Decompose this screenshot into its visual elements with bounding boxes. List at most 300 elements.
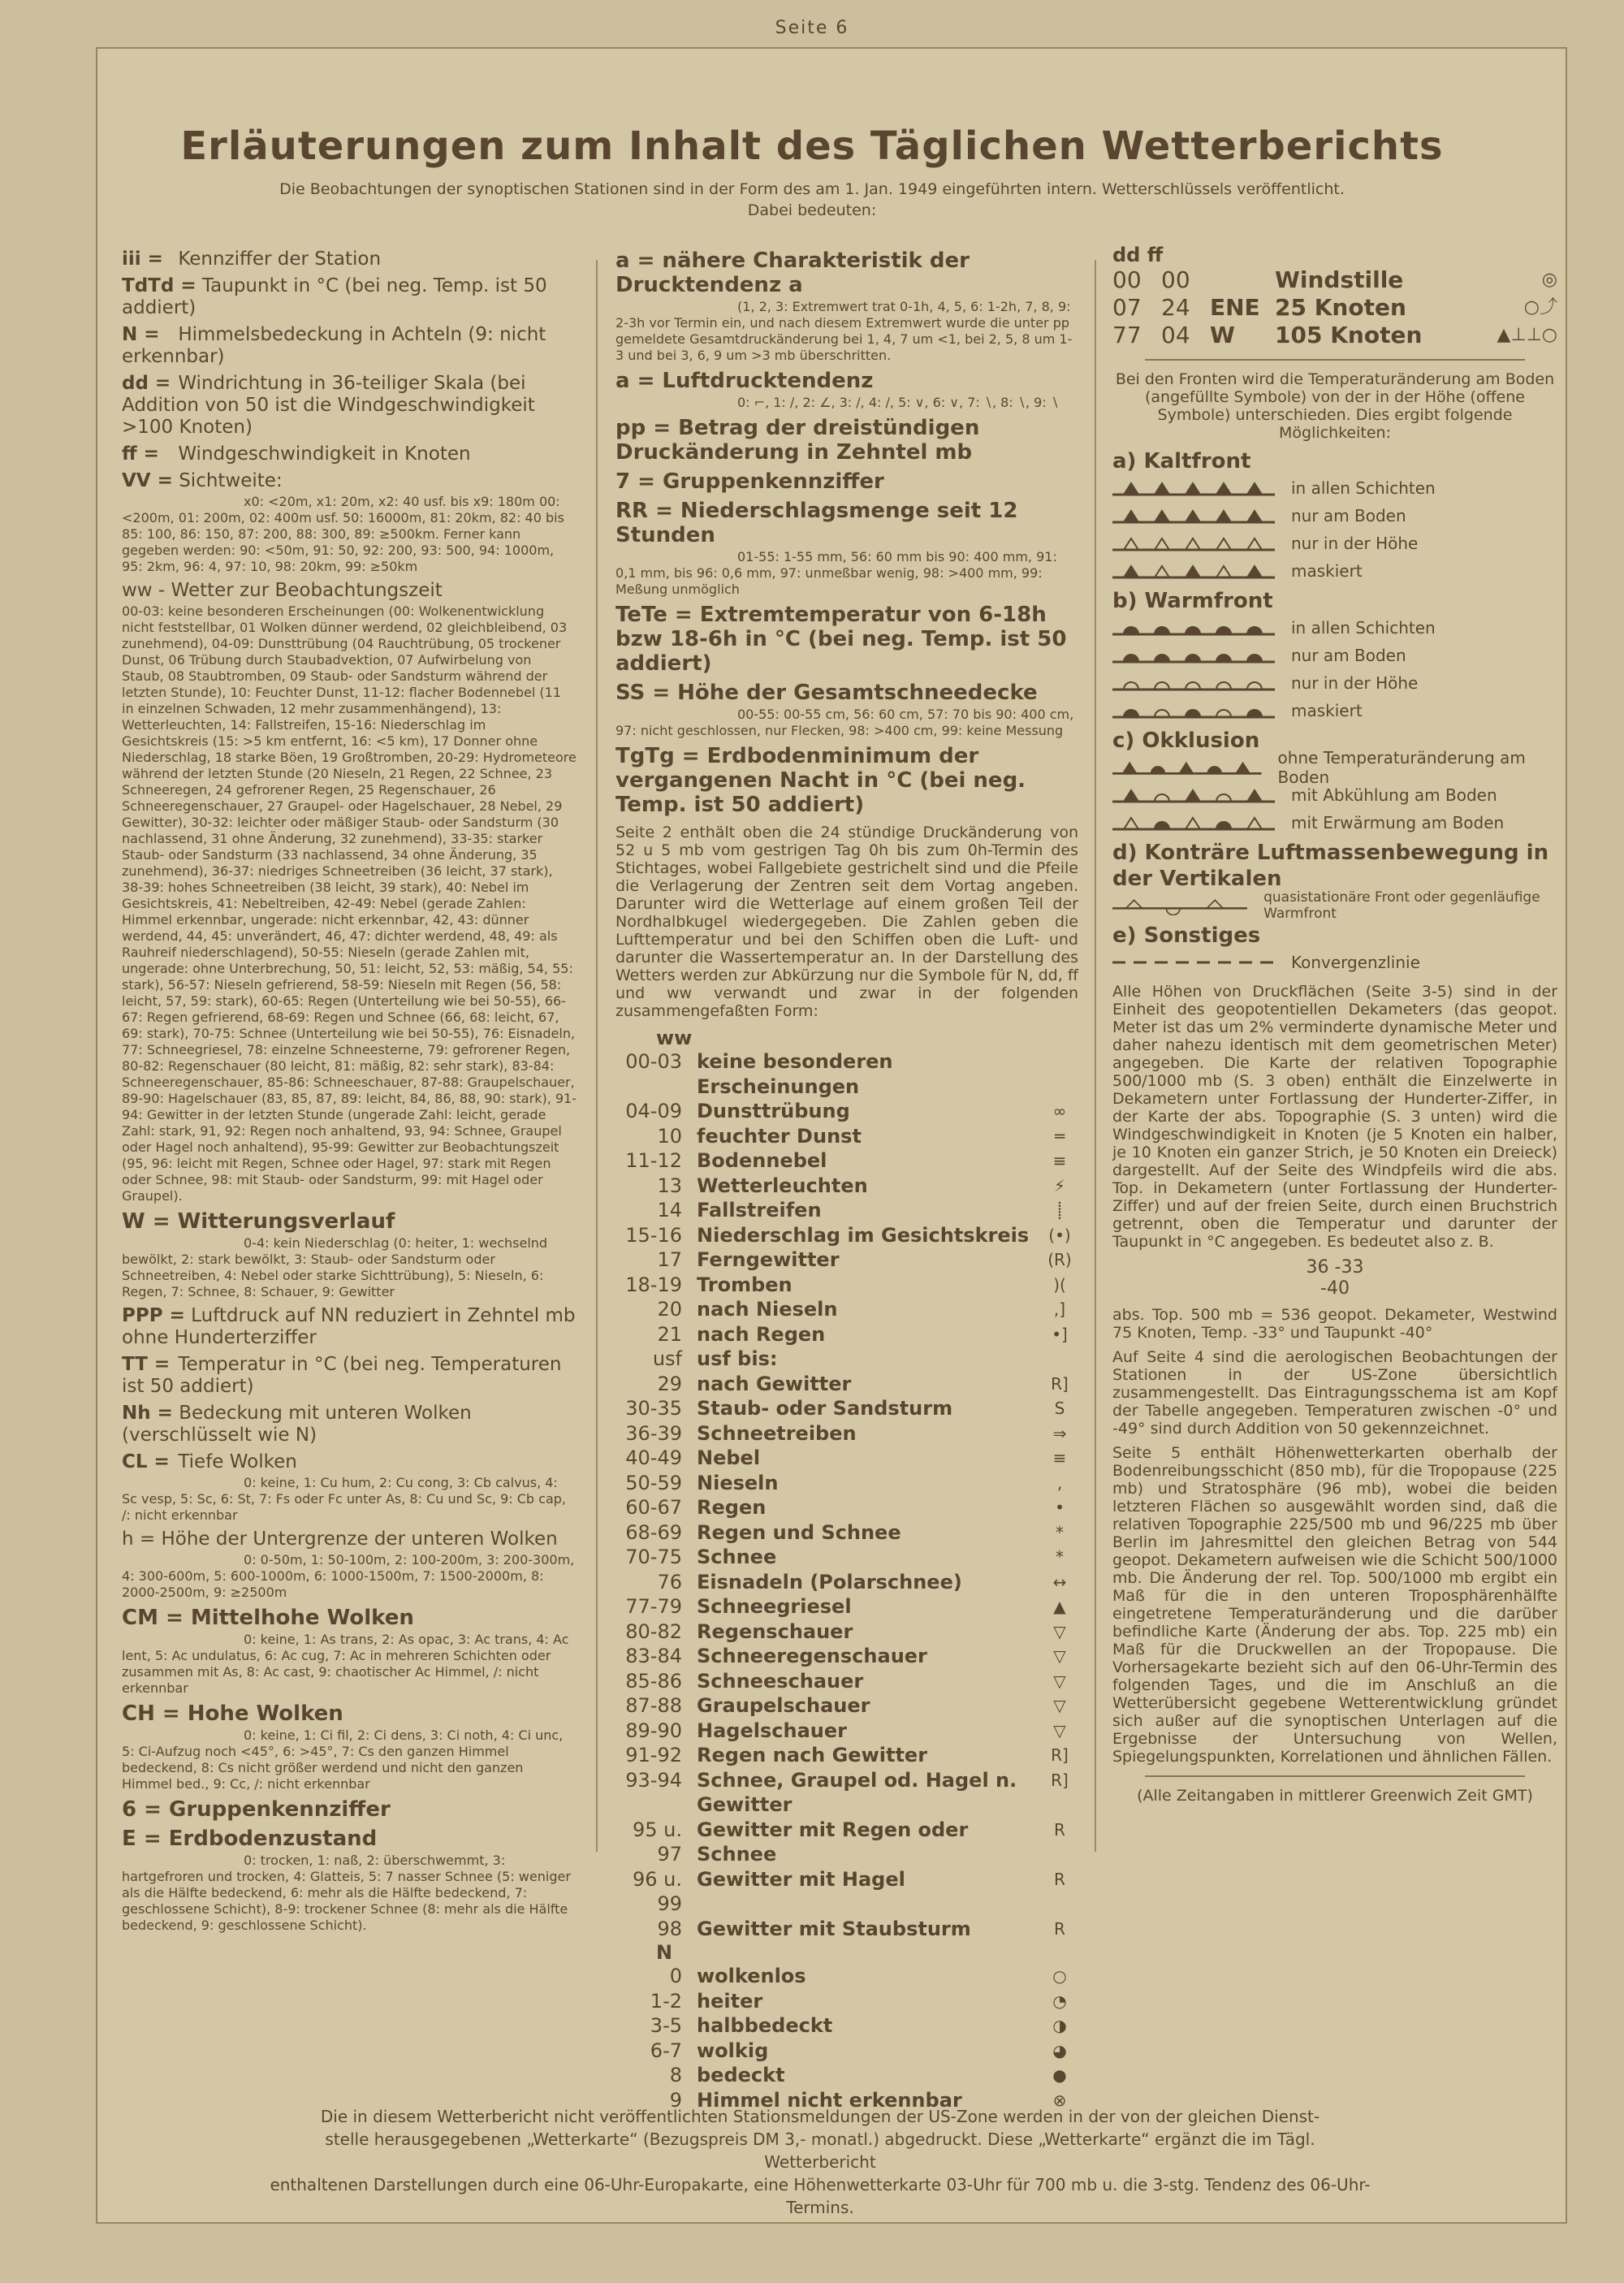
tendency-detail: 0: ⌐, 1: ∕, 2: ∠, 3: ∕, 4: ∕, 5: ∨, 6: ∨, 7: ∖, 8: ∖, 9: ∖ (737, 395, 1060, 410)
weather-symbol-icon: ⸽ (1057, 1200, 1062, 1220)
warm-front-symbol (1112, 646, 1275, 665)
row-text: Gewitter mit Regen oder Schnee (697, 1818, 969, 1866)
seite-4-text: Auf Seite 4 sind die aerologischen Beobachtungen der Stationen in der US-Zone übersichtlich zusammengestellt. Das Eintragungsschema ist am Kopf der Tabelle angegeben. Temperaturen zwischen -0° und -49° sind durch Addition von 50 gekennzeichnet. (1112, 1348, 1557, 1438)
table-row (615, 1347, 1078, 1372)
row-text: Regen nach Gewitter (697, 1744, 928, 1766)
row-text: Himmel nicht erkennbar (697, 2088, 962, 2112)
column-divider (1095, 260, 1096, 1852)
weather-symbol-icon: , (1056, 1472, 1063, 1493)
row-text: Niederschlag im Gesichtskreis (697, 1223, 1030, 1247)
te-title: TeTe = Extremtemperatur von 6-18h bzw 18-6h in °C (bei neg. Temp. ist 50 addiert) (615, 603, 1067, 676)
example-top: 36 -33 (1306, 1257, 1364, 1278)
front-row (1112, 502, 1557, 530)
cold-front-symbol (1112, 534, 1275, 553)
weather-symbol-icon: ▽ (1053, 1671, 1066, 1691)
definition-code: Nh = (122, 1403, 173, 1424)
wind-table (1112, 266, 1557, 349)
row-text: Wetterleuchten (697, 1174, 868, 1197)
definition-code: TdTd = (122, 275, 197, 296)
definition-row (122, 1451, 577, 1473)
front-label: mit Abkühlung am Boden (1291, 785, 1497, 805)
definition-code: iii = (122, 249, 163, 270)
n-table-header: N (656, 1941, 673, 1964)
n-table (615, 1964, 1078, 2112)
front-row (1112, 642, 1557, 669)
front-label: maskiert (1291, 561, 1363, 581)
row-text: Gewitter mit Staubsturm (697, 1917, 971, 1940)
e-title: e) Sonstiges (1112, 923, 1261, 948)
front-row (1112, 530, 1557, 557)
page-number: Seite 6 (775, 18, 849, 38)
row-code: 8 (669, 2064, 682, 2086)
wind-direction: W (1210, 322, 1235, 348)
row-text: Schneeregenschauer (697, 1645, 927, 1667)
weather-symbol-icon: ↔ (1052, 1572, 1067, 1592)
row-code: 93-94 (625, 1768, 682, 1792)
table-row (615, 1322, 1078, 1347)
front-row (1112, 781, 1557, 809)
wind-direction (1210, 266, 1275, 294)
table-row (615, 2039, 1078, 2064)
table-row (615, 1372, 1078, 1397)
weather-symbol-icon: * (1056, 1547, 1064, 1567)
quasistationary-front-symbol (1112, 896, 1247, 915)
table-row (615, 1099, 1078, 1124)
pp-title: pp = Betrag der dreistündigen Druckänderung in Zehntel mb (615, 416, 980, 465)
kaltfront-title: a) Kaltfront (1112, 449, 1251, 473)
table-row (615, 1570, 1078, 1595)
weather-symbol-icon: ≡ (1052, 1448, 1067, 1468)
definition-text: Temperatur in °C (bei neg. Temperaturen ist 50 addiert) (122, 1354, 562, 1397)
row-code: 98 (657, 1917, 682, 1940)
table-row (615, 1471, 1078, 1496)
h-title: h = Höhe der Untergrenze der unteren Wolken (122, 1528, 558, 1550)
table-row (615, 1867, 1078, 1917)
weather-symbol-icon: R (1054, 1918, 1065, 1939)
tg-title: TgTg = Erdbodenminimum der vergangenen Nacht in °C (bei neg. Temp. ist 50 addiert) (615, 744, 1026, 817)
row-code: 20 (657, 1298, 682, 1321)
wind-symbol-icon: ○⤴ (1523, 297, 1557, 318)
definition-code: N = (122, 324, 160, 345)
warmfront-list (1112, 614, 1557, 724)
column-1 (122, 244, 577, 1939)
column-divider (596, 260, 598, 1852)
table-row (615, 1297, 1078, 1322)
example-symbol (1112, 1257, 1557, 1299)
weather-symbol-icon: ○ (1052, 1966, 1067, 1986)
row-text: Schneetreiben (697, 1421, 857, 1445)
weather-symbol-icon: ▽ (1053, 1621, 1066, 1641)
weather-symbol-icon: )( (1053, 1274, 1066, 1295)
definition-text: Taupunkt in °C (bei neg. Temp. ist 50 addiert) (122, 275, 547, 318)
table-row (615, 1148, 1078, 1174)
row-text: keine besonderen Erscheinungen (697, 1050, 893, 1098)
wind-dd: 07 (1112, 294, 1142, 321)
definition-row (122, 1403, 577, 1446)
w-title: W = Witterungsverlauf (122, 1209, 395, 1234)
warmfront-title: b) Warmfront (1112, 589, 1273, 613)
wind-row (1112, 322, 1557, 349)
cm-title: CM = Mittelhohe Wolken (122, 1606, 414, 1630)
w-detail: 0-4: kein Niederschlag (0: heiter, 1: wechselnd bewölkt, 2: stark bewölkt, 3: Staub- oder Sandsturm oder Schneetreiben, 4: Nebel oder starke Sichttrübung), 5: Nieseln, 6: Regen, 7: Schnee, 8: Schauer, 9: Gewitter (122, 1235, 548, 1299)
ww-table (615, 1049, 1078, 1941)
row-code: 21 (657, 1322, 682, 1346)
table-row (615, 1124, 1078, 1149)
front-row (1112, 809, 1557, 837)
row-text: Schnee (697, 1546, 777, 1568)
row-code: 40-49 (625, 1446, 682, 1469)
row-text: nach Nieseln (697, 1298, 838, 1321)
weather-symbol-icon: ⇒ (1052, 1423, 1067, 1443)
row-code: 10 (657, 1124, 682, 1148)
intro-line: Die Beobachtungen der synoptischen Stationen sind in der Form des am 1. Jan. 1949 eingeführten intern. Wetterschlüssels veröffentlicht. (279, 180, 1345, 198)
okklusion-list (1112, 748, 1557, 837)
row-text: feuchter Dunst (697, 1124, 862, 1148)
tendency-title: a = Luftdrucktendenz (615, 369, 874, 393)
row-text: Gewitter mit Hagel (697, 1867, 905, 1891)
row-text: heiter (697, 1989, 763, 2013)
row-code: 95 u. 97 (632, 1818, 682, 1866)
row-code: 68-69 (625, 1520, 682, 1544)
weather-symbol-icon: (•) (1048, 1225, 1071, 1245)
seite-2-text: Seite 2 enthält oben die 24 stündige Druckänderung von 52 u 5 mb vom gestrigen Tag 0h bis zum 0h-Termin des Stichtages, wobei Fallgebiete gestrichelt sind und die Pfeile die Verlagerung der Zentren seit dem Vortag angeben. Darunter wird die Wetterlage auf einem großen Teil der Nordhalbkugel wiedergegeben. Die Zahlen geben die Lufttemperatur und bei den Schiffen oben die Luft- und darunter die Wassertemperatur an. In der Darstellung des Wetters werden zur Abkürzung nur die Symbole für N, dd, ff und ww verwandt und zwar in der folgenden zusammengefaßten Form: (615, 824, 1078, 1020)
weather-symbol-icon: R (1054, 1869, 1065, 1889)
intro (130, 179, 1494, 221)
row-code: 50-59 (625, 1471, 682, 1494)
weather-symbol-icon: ⊗ (1052, 2090, 1067, 2110)
row-text: Bodennebel (697, 1149, 827, 1172)
warm-front-symbol (1112, 701, 1275, 720)
definition-code: ff = (122, 443, 159, 465)
row-code: 15-16 (625, 1223, 682, 1247)
ss-detail: 00-55: 00-55 cm, 56: 60 cm, 57: 70 bis 90: 400 cm, 97: nicht geschlossen, nur Flecken, 98: >400 cm, 99: keine Messung (615, 707, 1074, 738)
row-text: Dunsttrübung (697, 1100, 850, 1122)
front-label: nur am Boden (1291, 646, 1406, 665)
ww-table-header: ww (656, 1027, 693, 1049)
row-text: bedeckt (697, 2064, 785, 2086)
e-title: E = Erdbodenzustand (122, 1827, 378, 1851)
table-row (615, 1719, 1078, 1744)
row-code: usf (652, 1347, 682, 1370)
warm-front-symbol (1112, 673, 1275, 693)
divider (1145, 359, 1525, 361)
wind-table-header: dd ff (1112, 244, 1164, 266)
weather-symbol-icon (1041, 1049, 1078, 1099)
wind-row (1112, 266, 1557, 294)
table-row (615, 1917, 1078, 1942)
cold-front-symbol (1112, 561, 1275, 581)
table-row (615, 1174, 1078, 1199)
wind-ff: 04 (1161, 322, 1190, 348)
definition-code: VV = (122, 470, 173, 491)
definitions-list-2 (122, 1305, 577, 1473)
row-text: wolkenlos (697, 1965, 806, 1987)
wind-text: 25 Knoten (1275, 294, 1406, 321)
divider (1145, 1775, 1525, 1777)
wind-ff: 24 (1161, 294, 1190, 321)
kaltfront-list (1112, 474, 1557, 585)
definition-text: Sichtweite: (179, 470, 283, 491)
weather-symbol-icon: * (1056, 1522, 1064, 1542)
table-row (615, 1520, 1078, 1546)
ww-title: ww - Wetter zur Beobachtungszeit (122, 580, 443, 601)
weather-symbol-icon: R] (1051, 1770, 1069, 1790)
occl-front-symbol (1112, 785, 1275, 805)
table-row (615, 1743, 1078, 1768)
table-row (615, 1818, 1078, 1867)
front-row (1112, 748, 1557, 787)
fronts-intro: Bei den Fronten wird die Temperaturänderung am Boden (angefüllte Symbole) von der in der Höhe (offene Symbole) unterschieden. Dies ergibt folgende Möglichkeiten: (1115, 370, 1555, 442)
seite-5-text: Seite 5 enthält Höhenwetterkarten oberhalb der Bodenreibungsschicht (850 mb), für die Tropopause (225 mb) und Stratosphäre (96 mb), wobei die beiden letzteren Flächen so ausgewählt worden sind, daß die relativen Topographie 225/500 mb und 96/225 mb über Berlin im Jahresmittel den gleichen Betrag von 544 geopot. Dekametern aufweisen wie die Schicht 500/1000 mb. Die Änderung der rel. Top. 500/1000 mb ergibt ein Maß für die in den unteren Troposphärenhälfte eingetretene Temperaturänderung und die darüber befindliche Karte (Änderung der abs. Top. 225 mb) ein Maß für die Druckwellen an der Tropopause. Die Vorhersagekarte bezieht sich auf den 06-Uhr-Termin des folgenden Tages, und die im Anschluß an die Wetterübersicht gegebene Wetterentwicklung gründet sich außer auf die synoptischen Unterlagen auf die Ergebnisse der Untersuchung von Wellen, Spiegelungspunkten, Korrelationen und ähnlichen Fällen. (1112, 1444, 1557, 1766)
row-text: Schneegriesel (697, 1595, 852, 1618)
row-text: Regen (697, 1496, 767, 1519)
cold-front-symbol (1112, 506, 1275, 525)
column-2 (615, 244, 1078, 2112)
front-row (1112, 557, 1557, 585)
row-code: 14 (657, 1199, 682, 1221)
row-code: 91-92 (625, 1744, 682, 1766)
row-code: 60-67 (625, 1496, 682, 1519)
definitions-list (122, 249, 577, 492)
front-label: Konvergenzlinie (1291, 953, 1420, 972)
table-row (615, 1421, 1078, 1446)
definition-code: CL = (122, 1451, 170, 1472)
wind-text: Windstille (1275, 266, 1404, 293)
ss-title: SS = Höhe der Gesamtschneedecke (615, 681, 1038, 705)
front-row (1112, 949, 1557, 976)
e-detail: 0: trocken, 1: naß, 2: überschwemmt, 3: hartgefroren und trocken, 4: Glatteis, 5: 7 nasser Schnee (5: weniger als die Hälfte bedeckend, 6: mehr als die Hälfte bedeckend, 7: geschlossene Schicht), 8-9: trockener Schnee (8: mehr als die Hälfte bedeckend, 9: geschlossene Schicht). (122, 1853, 571, 1933)
wind-symbol-icon: ◎ (1541, 270, 1557, 290)
front-row (1112, 669, 1557, 697)
table-row (615, 2013, 1078, 2039)
definition-row (122, 373, 577, 439)
table-row (615, 1669, 1078, 1694)
row-code: 0 (669, 1965, 682, 1987)
row-code: 13 (657, 1174, 682, 1197)
row-code: 18-19 (625, 1273, 682, 1296)
front-label: nur am Boden (1291, 506, 1406, 525)
weather-symbol-icon: ⚡ (1053, 1175, 1066, 1196)
definition-row (122, 324, 577, 368)
wind-direction: ENE (1210, 294, 1260, 321)
wind-text: 105 Knoten (1275, 322, 1423, 348)
ww-detail: 00-03: keine besonderen Erscheinungen (00: Wolkenentwicklung nicht feststellbar, 01 Wolken dünner werdend, 02 gleichbleibend, 03 zunehmend), 04-09: Dunsttrübung (04 Rauchtrübung, 05 trockener Dunst, 06 Trübung durch Staubadvektion, 07 Aufwirbelung von Staub, 08 Staubtromben, 09 Staub- oder Sandsturm während der letzten Stunde), 10: Feuchter Dunst, 11-12: flacher Bodennebel (11 in einzelnen Schwaden, 12 mehr zusammenhängend), 13: Wetterleuchten, 14: Fallstreifen, 15-16: Niederschlag im Gesichtskreis (15: >5 km entfernt, 16: <5 km), 17 Donner ohne Niederschlag, 18 starke Böen, 19 Großtromben, 20-29: Hydrometeore während der letzten Stunde (20 Nieseln, 21 Regen, 22 Schnee, 23 Schneeregen, 24 gefrorener Regen, 25 Regenschauer, 26 Schneeregenschauer, 27 Graupel- oder Hagelschauer, 28 Nebel, 29 Gewitter), 30-32: leichter oder mäßiger Staub- oder Sandsturm (30 nachlassend, 31 ohne Änderung, 32 zunehmend), 33-35: starker Staub- oder Sandsturm (33 nachlassend, 34 ohne Änderung, 35 zunehmend), 36-37: niedriges Schneetreiben (36 leicht, 37 stark), 38-39: hohes Schneetreiben (38 leicht, 39 stark), 40: Nebel im Gesichtskreis, 41: Nebeltreiben, 42-49: Nebel (gerade Zahlen: Himmel erkennbar, ungerade: nicht erkennbar, 42, 43: dünner werdend, 44, 45: unverändert, 46, 47: dichter werdend, 48, 49: als Rauhreif niederschlagend), 50-55: Nieseln (gerade Zahlen mit, ungerade: ohne Unterbrechung, 50, 51: leicht, 52, 53: mäßig, 54, 55: stark), 56-57: Nieseln gefrierend, 58-59: Nieseln mit Regen (56, 58: leicht, 57, 59: stark), 60-65: Regen (Unterteilung wie bei 50-55), 66-67: Regen gefrierend, 68-69: Regen und Schnee (66, 68: leicht, 67, 69: stark), 70-75: Schnee (Unterteilung wie bei 50-55), 76: Eisnadeln, 77: Schneegriesel, 78: einzelne Schneesterne, 79: gefrorener Regen, 80-82: Regenschauer (80 leicht, 81: mäßig, 82: sehr stark), 83-84: Schneeregenschauer, 85-86: Schneeschauer, 87-88: Graupelschauer, 89-90: Hagelschauer (83, 85, 87, 89: leicht, 84, 86, 88, 90: stark), 91-94: Gewitter in der letzten Stunde (ungerade Zahl: leicht, gerade Zahl: stark, 91, 92: Regen noch anhaltend, 93, 94: Schnee, Graupel oder Hagel noch anhaltend), 95-99: Gewitter zur Beobachtungszeit (95, 96: leicht mit Regen, Schnee oder Hagel, 97: stark mit Regen oder Schnee, 98: mit Staub- oder Sandsturm, 99: mit Hagel oder Graupel). (122, 603, 577, 1204)
convergence-line-symbol (1112, 953, 1275, 972)
table-row (615, 1644, 1078, 1669)
front-label: in allen Schichten (1291, 478, 1436, 498)
occl-front-symbol (1112, 813, 1275, 832)
weather-symbol-icon: ◔ (1052, 1991, 1067, 2011)
front-label: maskiert (1291, 701, 1363, 720)
rr-detail: 01-55: 1-55 mm, 56: 60 mm bis 90: 400 mm, 91: 0,1 mm, bis 96: 0,6 mm, 97: unmeßbar wenig, 98: >400 mm, 99: Meßung unmöglich (615, 549, 1057, 597)
h-detail: 0: 0-50m, 1: 50-100m, 2: 100-200m, 3: 200-300m, 4: 300-600m, 5: 600-1000m, 6: 1000-1500m, 7: 1500-2000m, 8: 2000-2500m, 9: ≥2500m (122, 1552, 575, 1600)
footer-line: enthaltenen Darstellungen durch eine 06-Uhr-Europakarte, eine Höhenwetterkarte 03-Uhr für 700 mb u. die 3-stg. Tendenz des 06-Uhr-Termins. (270, 2175, 1371, 2217)
row-text: halbbedeckt (697, 2014, 833, 2037)
weather-symbol-icon: ● (1052, 2065, 1067, 2085)
table-row (615, 1964, 1078, 1989)
row-text: Schnee, Graupel od. Hagel n. Gewitter (697, 1768, 1017, 1816)
front-row (1112, 697, 1557, 724)
okklusion-title: c) Okklusion (1112, 729, 1260, 753)
page-title: Erläuterungen zum Inhalt des Täglichen Wetterberichts (180, 123, 1444, 169)
table-row (615, 1619, 1078, 1645)
definition-text: Kennziffer der Station (178, 249, 382, 270)
row-code: 00-03 (625, 1050, 682, 1073)
weather-symbol-icon: R] (1051, 1373, 1069, 1394)
table-row (615, 1989, 1078, 2014)
table-row (615, 1693, 1078, 1719)
front-row (1112, 889, 1557, 922)
definition-text: Luftdruck auf NN reduziert in Zehntel mb ohne Hunderterziffer (122, 1305, 576, 1348)
table-row (615, 1198, 1078, 1223)
definition-text: Bedeckung mit unteren Wolken (verschlüsselt wie N) (122, 1403, 472, 1446)
weather-symbol-icon: ▽ (1053, 1696, 1066, 1715)
row-code: 29 (657, 1372, 682, 1395)
weather-symbol-icon: R] (1051, 1745, 1069, 1765)
row-text: Nieseln (697, 1471, 779, 1494)
row-code: 80-82 (625, 1619, 682, 1643)
ch-title: CH = Hohe Wolken (122, 1701, 343, 1726)
weather-symbol-icon: (R) (1047, 1250, 1072, 1269)
row-text: Regenschauer (697, 1619, 853, 1643)
definition-text: Windrichtung in 36-teiliger Skala (bei Addition von 50 ist die Windgeschwindigkeit >100 Knoten) (122, 373, 535, 438)
row-text: Ferngewitter (697, 1248, 840, 1271)
row-code: 77-79 (625, 1595, 682, 1618)
front-row (1112, 474, 1557, 502)
group-6-title: 6 = Gruppenkennziffer (122, 1797, 391, 1822)
row-code: 89-90 (625, 1719, 682, 1742)
definition-row (122, 1305, 577, 1349)
definition-text: Himmelsbedeckung in Achteln (9: nicht erkennbar) (122, 324, 546, 367)
definition-row (122, 1354, 577, 1398)
weather-symbol-icon: ▽ (1053, 1646, 1066, 1666)
row-code: 04-09 (625, 1100, 682, 1122)
heights-text: Alle Höhen von Druckflächen (Seite 3-5) sind in der Einheit des geopotentiellen Dekameters (das geopot. Meter ist das um 2% verminderte dynamische Meter und daher nahezu identisch mit dem geometrischen Meter) angegeben. Die Karte der relativen Topographie 500/1000 mb (S. 3 oben) enthält die Einzelwerte in Dekametern unter Fortlassung der Hunderter-Ziffer, in der Karte der abs. Topographie (S. 3 unten) wird die Windgeschwindigkeit in Knoten (je 5 Knoten ein halber, je 10 Knoten ein ganzer Strich, je 50 Knoten ein Dreieck) dargestellt. Auf der Seite des Windpfeils wird die abs. Top. in Dekametern (unter Fortlassung der Hunderter-Ziffer) und auf der freien Seite, durch einen Bruchstrich getrennt, oben die Temperatur und darunter der Taupunkt in °C angegeben. Es bedeutet also z. B. (1112, 983, 1557, 1251)
row-text: Fallstreifen (697, 1199, 822, 1221)
row-text: Regen und Schnee (697, 1520, 901, 1544)
weather-symbol-icon: ◑ (1052, 2016, 1067, 2035)
row-text: nach Regen (697, 1322, 826, 1346)
definition-row (122, 249, 577, 270)
table-row (615, 1049, 1078, 1099)
wind-ff: 00 (1161, 266, 1190, 293)
row-text: usf bis: (697, 1347, 778, 1370)
table-row (615, 1446, 1078, 1471)
weather-symbol-icon: ▲ (1053, 1597, 1066, 1616)
weather-symbol-icon: •] (1052, 1324, 1068, 1344)
table-row (615, 1545, 1078, 1570)
row-text: Hagelschauer (697, 1719, 847, 1742)
row-text: Graupelschauer (697, 1694, 870, 1717)
table-row (615, 1594, 1078, 1619)
row-text: Tromben (697, 1273, 793, 1296)
cm-detail: 0: keine, 1: As trans, 2: As opac, 3: Ac trans, 4: Ac lent, 5: Ac undulatus, 6: Ac cug, 7: Ac in mehreren Schichten oder zusammen mit As, 8: Ac cast, 9: chaotischer Ac Himmel, /: nicht erkennbar (122, 1632, 569, 1696)
table-row (615, 2063, 1078, 2088)
row-text: wolkig (697, 2039, 769, 2062)
table-row (615, 1768, 1078, 1818)
row-code: 30-35 (625, 1397, 682, 1420)
definition-code: PPP = (122, 1305, 185, 1326)
definition-code: TT = (122, 1354, 171, 1375)
table-row (615, 1273, 1078, 1298)
group-7-title: 7 = Gruppenkennziffer (615, 469, 884, 494)
front-label: nur in der Höhe (1291, 673, 1419, 693)
footer-note (268, 2105, 1372, 2219)
column-3 (1112, 244, 1557, 1811)
table-row (615, 1247, 1078, 1273)
definition-row (122, 443, 577, 465)
ch-detail: 0: keine, 1: Ci fil, 2: Ci dens, 3: Ci noth, 4: Ci unc, 5: Ci-Aufzug noch <45°, 6: >45°, 7: Cs den ganzen Himmel bedeckend, 8: Cs nicht größer werdend und nicht den ganzen Himmel bed., 9: Cc, /: nicht erkennbar (122, 1727, 564, 1792)
d-title: d) Konträre Luftmassenbewegung in der Vertikalen (1112, 841, 1549, 891)
row-text: nach Gewitter (697, 1372, 852, 1395)
wind-dd: 00 (1112, 266, 1142, 293)
weather-symbol-icon: ,] (1053, 1299, 1066, 1319)
row-code: 76 (657, 1570, 682, 1593)
weather-symbol-icon: • (1055, 1498, 1065, 1517)
cold-front-symbol (1112, 478, 1275, 498)
row-code: 83-84 (625, 1645, 682, 1667)
row-code: 6-7 (650, 2039, 682, 2062)
definition-text: Windgeschwindigkeit in Knoten (178, 443, 471, 465)
row-text: Eisnadeln (Polarschnee) (697, 1570, 962, 1593)
front-label: mit Erwärmung am Boden (1291, 813, 1505, 832)
example-bottom: -40 (1320, 1278, 1350, 1299)
warm-front-symbol (1112, 618, 1275, 638)
row-code: 85-86 (625, 1669, 682, 1693)
front-label: in allen Schichten (1291, 618, 1436, 638)
weather-symbol-icon: ∞ (1052, 1101, 1067, 1121)
weather-symbol-icon (1041, 1347, 1078, 1372)
table-row (615, 1223, 1078, 1248)
definition-row (122, 470, 577, 492)
weather-symbol-icon: S (1054, 1399, 1065, 1418)
vv-detail: x0: <20m, x1: 20m, x2: 40 usf. bis x9: 180m 00: <200m, 01: 200m, 02: 400m usf. 50: 16000m, 81: 20km, 82: 40 bis 85: 100, 86: 150, 87: 200, 88: 300, 89: ≥500km. Ferner kann gegeben werden: 90: <50m, 91: 50, 92: 200, 93: 500, 94: 1000m, 95: 2km, 96: 4, 97: 10, 98: 20km, 99: ≥50km (122, 494, 564, 574)
weather-symbol-icon: ≡ (1052, 1151, 1067, 1170)
weather-symbol-icon: ▽ (1053, 1720, 1066, 1740)
wind-row (1112, 294, 1557, 322)
row-code: 9 (669, 2088, 682, 2112)
row-code: 1-2 (650, 1989, 682, 2013)
wind-symbol-icon: ▲⊥⊥○ (1497, 325, 1557, 345)
row-code: 70-75 (625, 1546, 682, 1568)
front-label: ohne Temperaturänderung am Boden (1277, 748, 1526, 787)
a-title: a = nähere Charakteristik der Drucktendenz a (615, 249, 970, 297)
time-note: (Alle Zeitangaben in mittlerer Greenwich Zeit GMT) (1137, 1787, 1533, 1805)
definition-text: Tiefe Wolken (178, 1451, 297, 1472)
row-code: 3-5 (650, 2014, 682, 2037)
row-code: 96 u. 99 (632, 1867, 682, 1915)
a-detail: (1, 2, 3: Extremwert trat 0-1h, 4, 5, 6: 1-2h, 7, 8, 9: 2-3h vor Termin ein, und nach diesem Extremwert wurde die unter pp gemeldete Gesamtdruckänderung bei 1, 4, 7 um <1, bei 2, 5, 8 um 1-3 und bei 3, 6, 9 um >3 mb überschritten. (615, 299, 1073, 363)
occl-front-symbol (1112, 758, 1262, 777)
front-label: nur in der Höhe (1291, 534, 1419, 553)
example-text: abs. Top. 500 mb = 536 geopot. Dekameter, Westwind 75 Knoten, Temp. -33° und Taupunkt -40° (1112, 1306, 1557, 1342)
row-text: Staub- oder Sandsturm (697, 1397, 953, 1420)
cl-detail: 0: keine, 1: Cu hum, 2: Cu cong, 3: Cb calvus, 4: Sc vesp, 5: Sc, 6: St, 7: Fs oder Fc unter As, 8: Cu und Sc, 9: Cb cap, /: nicht erkennbar (122, 1475, 567, 1523)
row-code: 36-39 (625, 1421, 682, 1445)
definition-code: dd = (122, 373, 171, 394)
footer-line: stelle herausgegebenen „Wetterkarte“ (Bezugspreis DM 3,- monatl.) abgedruckt. Diese „Wetterkarte“ ergänzt die im Tägl. Wetterbericht (325, 2130, 1315, 2172)
front-label: quasistationäre Front oder gegenläufige Warmfront (1263, 889, 1540, 922)
front-row (1112, 614, 1557, 642)
definition-row (122, 275, 577, 319)
row-text: Nebel (697, 1446, 761, 1469)
table-row (615, 1495, 1078, 1520)
row-code: 87-88 (625, 1694, 682, 1717)
wind-dd: 77 (1112, 322, 1142, 348)
weather-symbol-icon: R (1054, 1819, 1065, 1840)
footer-line: Die in diesem Wetterbericht nicht veröffentlichten Stationsmeldungen der US-Zone werden in der von der gleichen Dienst- (320, 2107, 1320, 2126)
table-row (615, 1396, 1078, 1421)
